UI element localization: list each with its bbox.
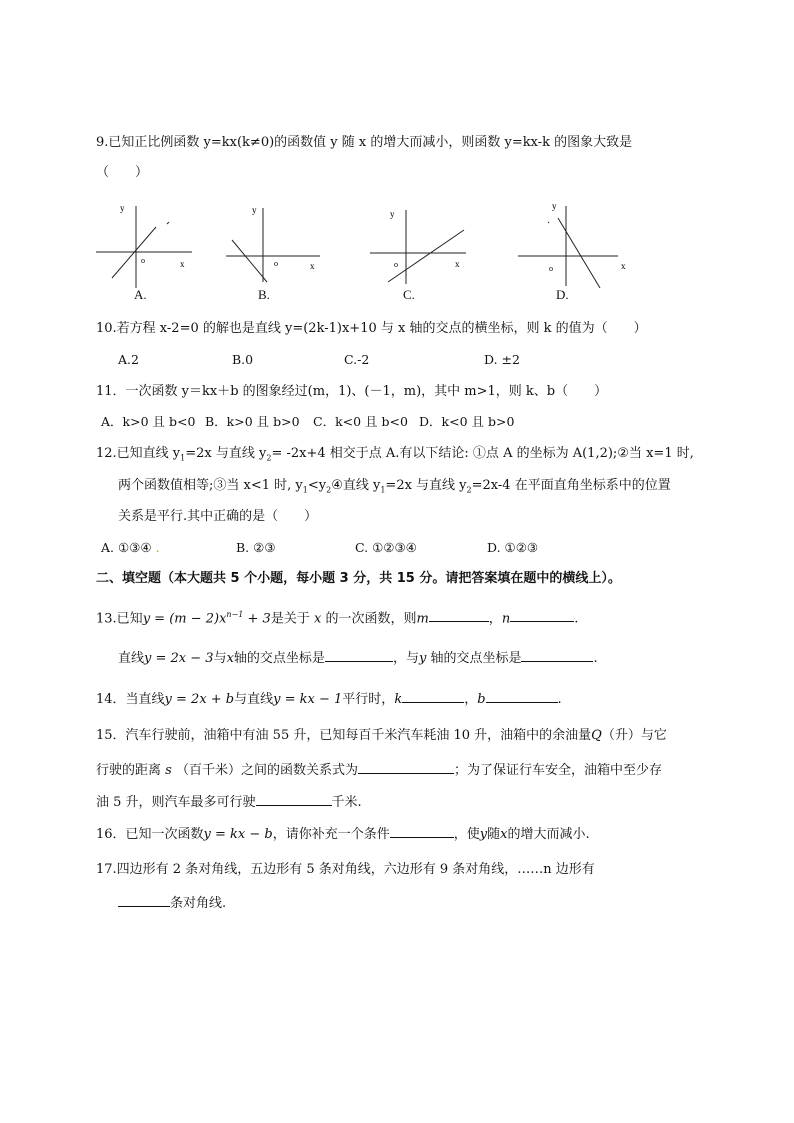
q10-option-b: B.0 [232, 352, 254, 367]
q16-blank-condition[interactable] [390, 823, 454, 838]
q13-blank-y-intercept[interactable] [521, 647, 593, 662]
q13-line-1: 13.已知$y = (m - 2)x^{n-1} + 3$是关于 x 的一次函数，则m ，n . [96, 606, 578, 628]
q14-blank-b[interactable] [486, 688, 558, 703]
q15-line-3: 油 5 升，则汽车最多可行驶 千米. [96, 791, 362, 812]
graph-d-x-label: x [621, 261, 626, 271]
graph-d [514, 196, 644, 308]
graph-c [366, 196, 496, 308]
q13-blank-n[interactable] [510, 607, 574, 622]
graph-d-y-label: y [552, 201, 557, 211]
graph-a-origin: o [141, 256, 145, 265]
q10-stem: 10.若方程 x-2=0 的解也是直线 y=(2k-1)x+10 与 x 轴的交点的横坐标，则 k 的值为（ ） [96, 321, 647, 336]
q10-option-d: D. ±2 [484, 352, 520, 367]
q11-option-a: A．k>0 且 b<0 [101, 414, 196, 429]
q13-line-2: 直线y = 2x − 3与x轴的交点坐标是 ，与y 轴的交点坐标是 . [118, 647, 598, 668]
graph-c-origin: o [394, 260, 398, 269]
q12-line-3: 关系是平行.其中正确的是（ ） [118, 509, 318, 524]
q17-line-1: 17.四边形有 2 条对角线，五边形有 5 条对角线，六边形有 9 条对角线，……n 边形有 [96, 862, 595, 877]
graph-d-origin: o [549, 264, 553, 273]
q11-option-b: B．k>0 且 b>0 [205, 414, 300, 429]
q12-option-a: A. ①③④ . [101, 540, 160, 555]
q16-stem: 16．已知一次函数y = kx − b，请你补充一个条件 ，使y随x的增大而减小. [96, 823, 590, 844]
q17-line-2: 条对角线. [118, 892, 226, 913]
graph-c-label: C. [403, 287, 415, 302]
q10-option-a: A.2 [118, 352, 139, 367]
q9-stem: 9.已知正比例函数 y=kx(k≠0)的函数值 y 随 x 的增大而减小，则函数 y=kx-k 的图象大致是 [96, 135, 633, 150]
q14-stem: 14．当直线y = 2x + b与直线y = kx − 1平行时，k ，b . [96, 688, 562, 709]
q12-option-b: B. ②③ [236, 540, 276, 555]
graph-b-y-label: y [252, 205, 257, 215]
q13-blank-x-intercept[interactable] [325, 647, 393, 662]
q15-line-2: 行驶的距离 s （百千米）之间的函数关系式为 ；为了保证行车安全，油箱中至少存 [96, 759, 662, 780]
graph-d-label: D. [556, 287, 569, 302]
q11-option-d: D．k<0 且 b>0 [419, 414, 515, 429]
graph-c-y-label: y [390, 209, 395, 219]
q10-option-c: C.-2 [344, 352, 370, 367]
graph-b-label: B. [258, 287, 270, 302]
q12-line-1: 12.已知直线 $y_1=2x$ 与直线 $y_2= -2x+4$ 相交于点 A.有以下结论: ①点 A 的坐标为 A(1,2);②当 x=1 时, [96, 446, 694, 463]
graph-a [92, 196, 222, 308]
q11-stem: 11．一次函数 y＝kx＋b 的图象经过(m，1)、(－1，m)，其中 m>1，则 k、b（ ） [96, 384, 608, 399]
graph-c-x-label: x [455, 259, 460, 269]
q15-line-1: 15．汽车行驶前，油箱中有油 55 升，已知每百千米汽车耗油 10 升，油箱中的余油量Q（升）与它 [96, 728, 667, 743]
q12-option-c: C. ①②③④ [355, 540, 417, 555]
graph-a-y-label: y [120, 203, 125, 213]
graph-b-origin: o [274, 259, 278, 268]
q14-blank-k[interactable] [402, 688, 464, 703]
q17-blank-diagonals[interactable] [118, 892, 170, 907]
q12-line-2: 两个函数值相等;③当 x<1 时, $y_1<y_2④$直线 $y_1=2x$ 与直线 $y_2=2x-4$ 在平面直角坐标系中的位置 [118, 478, 671, 495]
q9-answer-paren: （ ） [96, 165, 149, 180]
graph-a-label: A. [134, 287, 147, 302]
q15-blank-distance[interactable] [256, 791, 332, 806]
graph-a-x-label: x [180, 259, 185, 269]
q12-option-d: D. ①②③ [487, 540, 539, 555]
graph-b [222, 196, 352, 308]
q13-blank-m[interactable] [429, 607, 489, 622]
q11-option-c: C．k<0 且 b<0 [313, 414, 408, 429]
graph-b-x-label: x [310, 261, 315, 271]
q15-blank-function[interactable] [358, 759, 454, 774]
section-2-heading: 二、填空题（本大题共 5 个小题，每小题 3 分，共 15 分。请把答案填在题中的横线上）。 [96, 571, 621, 586]
